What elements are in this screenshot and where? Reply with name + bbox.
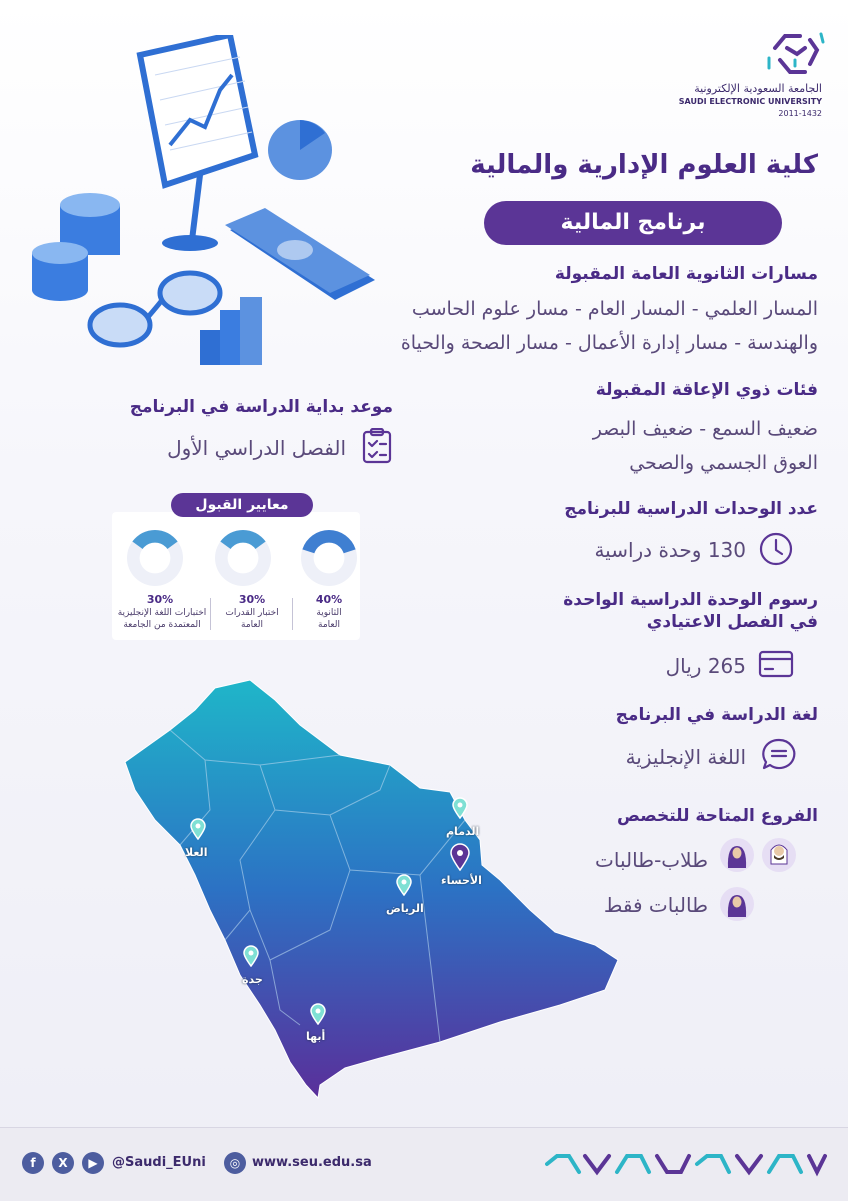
criteria-label-2b: العامة xyxy=(241,620,263,630)
disabilities-line-1: ضعيف السمع - ضعيف البصر xyxy=(592,418,818,440)
language-heading: لغة الدراسة في البرنامج xyxy=(615,705,818,725)
criteria-label-3b: المعتمدة من الجامعة xyxy=(123,620,201,630)
tracks-line-1: المسار العلمي - المسار العام - مسار علوم الحاسب xyxy=(411,298,818,320)
decorative-pattern-icon xyxy=(545,1150,827,1178)
college-title: كلية العلوم الإدارية والمالية xyxy=(470,150,818,180)
map-pin-icon xyxy=(190,818,206,840)
disabilities-heading: فئات ذوي الإعاقة المقبولة xyxy=(595,380,818,400)
finance-illustration xyxy=(20,35,390,365)
university-name-en: SAUDI ELECTRONIC UNIVERSITY xyxy=(678,97,822,106)
seu-logo-icon xyxy=(765,28,827,80)
city-label-jeddah: جدة xyxy=(242,973,263,986)
banknote-icon xyxy=(225,208,375,300)
units-value: 130 وحدة دراسية xyxy=(594,538,746,562)
globe-icon: ◎ xyxy=(224,1152,246,1174)
university-years: 2011-1432 xyxy=(778,109,822,118)
start-value: الفصل الدراسي الأول xyxy=(167,436,346,460)
chat-bubble-icon xyxy=(760,736,798,774)
female-student-avatar-icon xyxy=(718,836,756,874)
city-label-ahsa: الأحساء xyxy=(441,874,482,887)
criteria-divider xyxy=(210,598,211,630)
city-label-ula: العلا xyxy=(185,846,208,859)
map-pin-icon xyxy=(396,874,412,896)
criteria-label-2a: اختبار القدرات xyxy=(225,608,279,618)
city-label-riyadh: الرياض xyxy=(386,902,424,915)
branch-mixed: طلاب-طالبات xyxy=(595,848,708,872)
criteria-pct-1: 40% xyxy=(315,593,343,606)
fees-heading-2: في الفصل الاعتيادي xyxy=(646,612,818,632)
tracks-line-2: والهندسة - مسار إدارة الأعمال - مسار الصحة والحياة xyxy=(400,332,818,354)
program-pill: برنامج المالية xyxy=(484,201,782,245)
female-only-avatar-icon xyxy=(718,885,756,923)
criteria-donuts xyxy=(112,520,360,590)
map-pin-icon xyxy=(452,797,468,819)
university-name-ar: الجامعة السعودية الإلكترونية xyxy=(694,82,822,95)
criteria-pct-3: 30% xyxy=(146,593,174,606)
criteria-divider xyxy=(292,598,293,630)
criteria-donut-hole xyxy=(228,543,259,574)
credit-card-icon xyxy=(757,648,795,680)
language-value: اللغة الإنجليزية xyxy=(625,745,746,769)
tracks-heading: مسارات الثانوية العامة المقبولة xyxy=(554,264,818,284)
map-pin-active-icon xyxy=(450,843,470,871)
criteria-title: معايير القبول xyxy=(171,493,313,517)
criteria-donut-hole xyxy=(140,543,171,574)
checklist-icon xyxy=(360,428,394,464)
units-heading: عدد الوحدات الدراسية للبرنامج xyxy=(564,499,818,519)
disabilities-line-2: العوق الجسمي والصحي xyxy=(629,452,818,474)
saudi-map xyxy=(0,670,640,1110)
pie-chart-icon xyxy=(268,120,332,180)
x-icon[interactable]: X xyxy=(52,1152,74,1174)
coins-icon xyxy=(32,193,120,301)
city-label-dammam: الدمام xyxy=(446,825,480,838)
map-pin-icon xyxy=(310,1003,326,1025)
twitter-handle[interactable]: @Saudi_EUni xyxy=(112,1155,206,1170)
start-heading: موعد بداية الدراسة في البرنامج xyxy=(129,397,393,417)
criteria-label-1a: الثانوية xyxy=(316,608,342,618)
branch-female: طالبات فقط xyxy=(603,893,708,917)
website-link[interactable]: www.seu.edu.sa xyxy=(252,1155,372,1170)
male-student-avatar-icon xyxy=(760,836,798,874)
fees-heading-1: رسوم الوحدة الدراسية الواحدة xyxy=(563,590,818,610)
clock-icon xyxy=(758,531,794,567)
criteria-pct-2: 30% xyxy=(238,593,266,606)
city-label-abha: أبها xyxy=(306,1030,326,1043)
facebook-icon[interactable]: f xyxy=(22,1152,44,1174)
criteria-label-1b: العامة xyxy=(318,620,340,630)
youtube-icon[interactable]: ▶ xyxy=(82,1152,104,1174)
criteria-donut-hole xyxy=(314,543,345,574)
branches-heading: الفروع المتاحة للتخصص xyxy=(617,806,818,826)
criteria-label-3a: اختبارات اللغة الإنجليزية xyxy=(117,608,207,618)
fees-value: 265 ريال xyxy=(665,654,746,678)
map-pin-icon xyxy=(243,945,259,967)
chart-board-icon xyxy=(140,35,255,251)
